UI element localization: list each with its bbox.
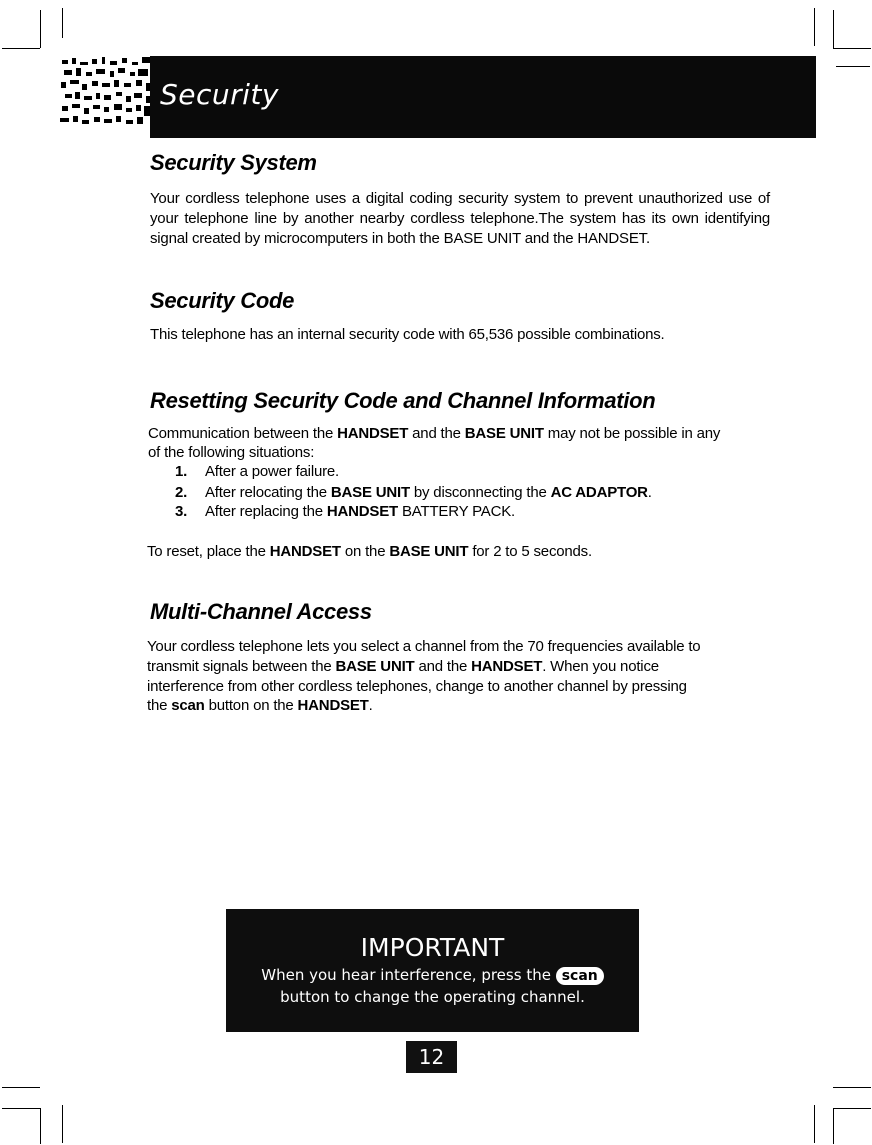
- multi-channel-line3: interference from other cordless telephones, change to another channel by pressing: [147, 678, 687, 695]
- scan-button-label: scan: [556, 967, 604, 985]
- crop-mark: [814, 1105, 815, 1143]
- section-heading-security-code: Security Code: [150, 288, 295, 313]
- list-item: 2. After relocating the BASE UNIT by disconnecting the AC ADAPTOR.: [175, 484, 652, 501]
- section-heading-multi-channel: Multi-Channel Access: [150, 599, 372, 624]
- security-system-paragraph: Your cordless telephone uses a digital coding security system to prevent unauthorized use of your telephone line by another nearby cordless telephone.The system has its own identifying signal created by microcomputers in both the BASE UNIT and the HANDSET.: [150, 190, 770, 247]
- important-line2: button to change the operating channel.: [280, 988, 585, 1006]
- list-item: 3. After replacing the HANDSET BATTERY PACK.: [175, 503, 515, 520]
- crop-mark: [833, 1108, 834, 1144]
- crop-mark: [62, 8, 63, 38]
- list-item: 1. After a power failure.: [175, 463, 339, 480]
- section-heading-resetting: Resetting Security Code and Channel Information: [150, 388, 656, 413]
- important-title: IMPORTANT: [360, 933, 505, 962]
- multi-channel-line4: the scan button on the HANDSET.: [147, 697, 373, 714]
- resetting-intro-line2: of the following situations:: [148, 444, 315, 461]
- crop-mark: [2, 1108, 40, 1109]
- crop-mark: [62, 1105, 63, 1143]
- crop-mark: [833, 48, 871, 49]
- security-code-paragraph: This telephone has an internal security code with 65,536 possible combinations.: [150, 326, 665, 343]
- important-notice: [226, 909, 639, 1032]
- crop-mark: [833, 10, 834, 48]
- crop-mark: [40, 1108, 41, 1144]
- page-title: Security: [160, 78, 279, 111]
- crop-mark: [833, 1087, 871, 1088]
- important-line1: When you hear interference, press the scan: [226, 966, 639, 985]
- section-heading-security-system: Security System: [150, 150, 317, 175]
- reset-instruction: To reset, place the HANDSET on the BASE UNIT for 2 to 5 seconds.: [147, 543, 592, 560]
- crop-mark: [833, 1108, 871, 1109]
- crop-mark: [40, 10, 41, 48]
- resetting-intro: Communication between the HANDSET and the BASE UNIT may not be possible in any: [148, 425, 721, 442]
- multi-channel-line1: Your cordless telephone lets you select a channel from the 70 frequencies available to: [147, 638, 701, 655]
- halftone-decoration: [60, 56, 154, 128]
- multi-channel-line2: transmit signals between the BASE UNIT and the HANDSET. When you notice: [147, 658, 659, 675]
- crop-mark: [2, 48, 40, 49]
- crop-mark: [814, 8, 815, 46]
- crop-mark: [836, 66, 870, 67]
- crop-mark: [2, 1087, 40, 1088]
- page-number: 12: [406, 1041, 457, 1073]
